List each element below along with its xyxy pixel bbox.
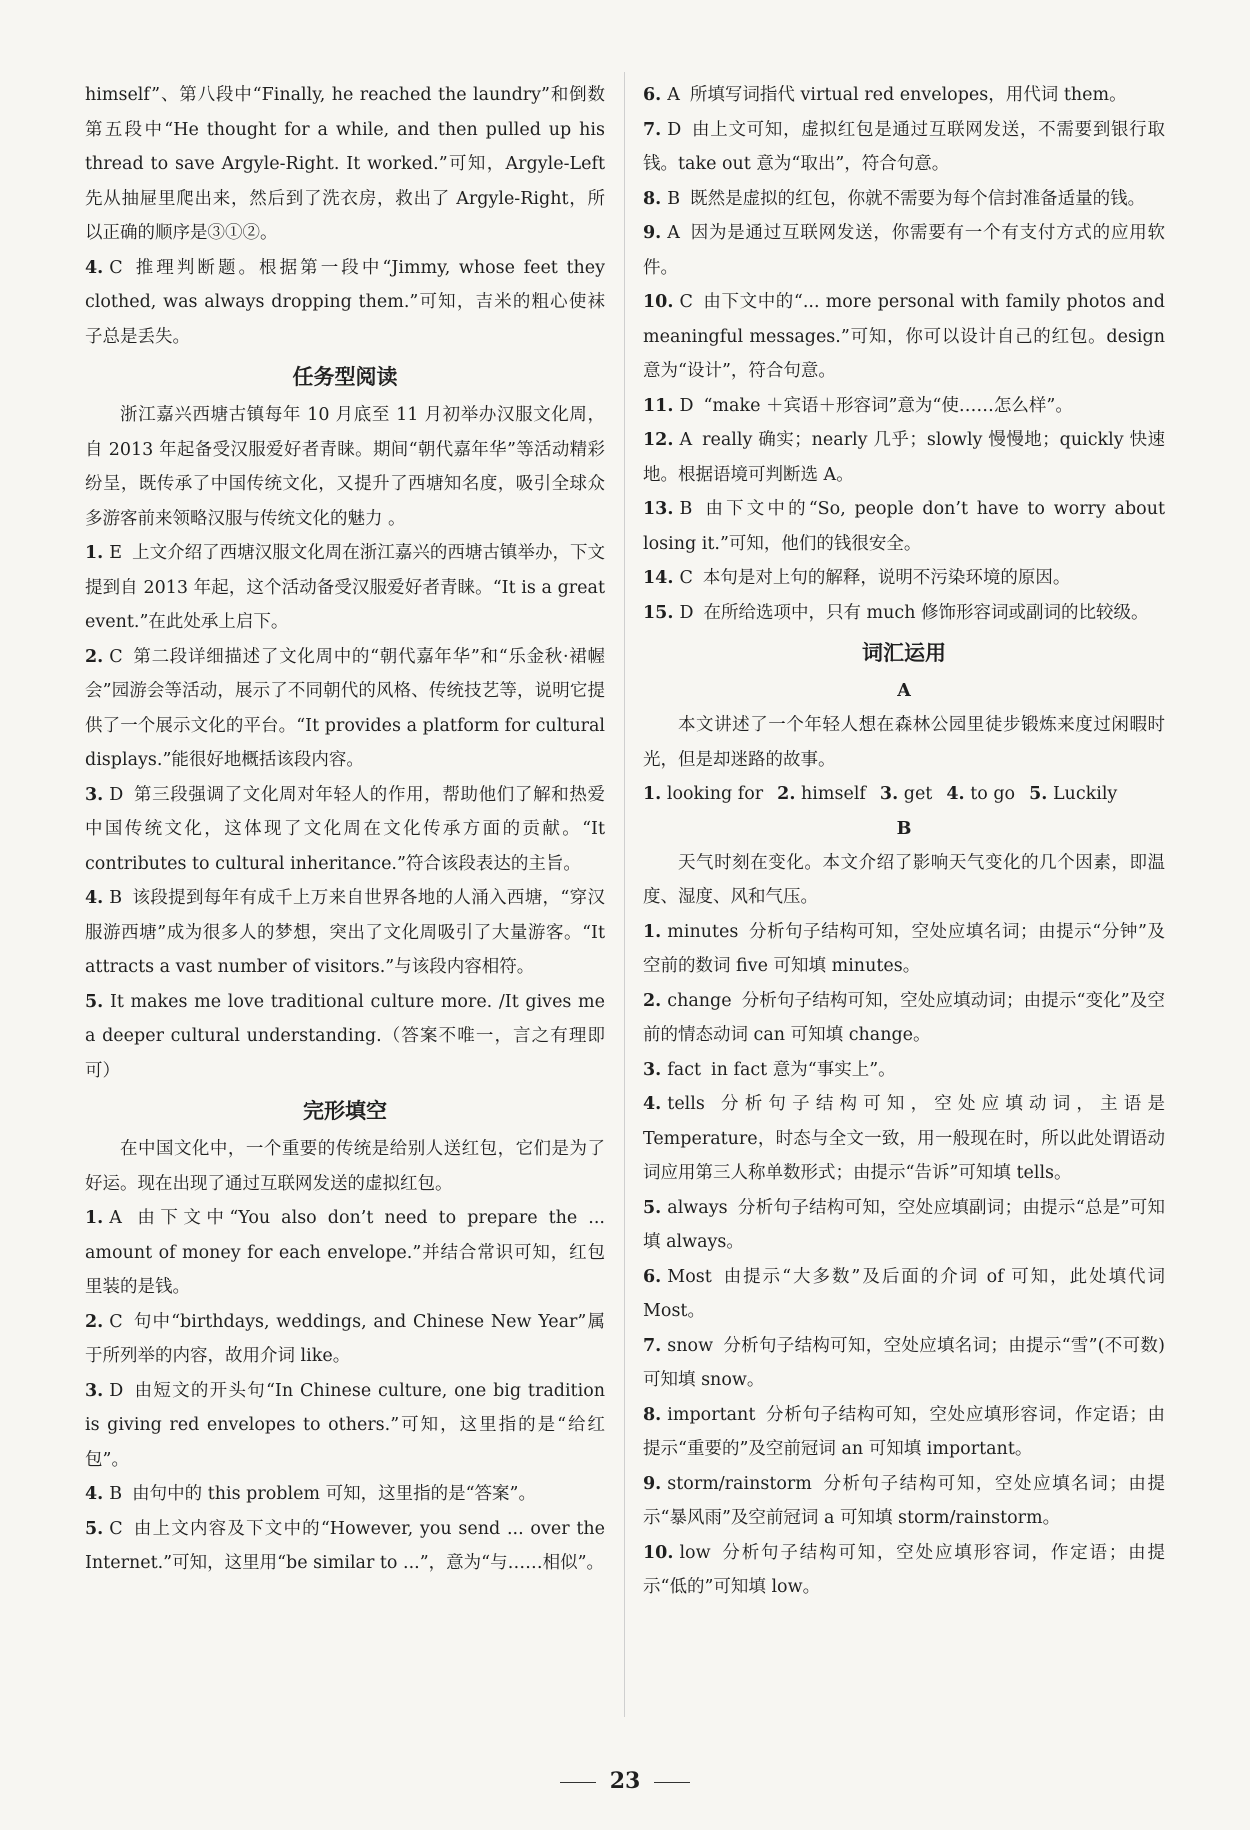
question-number: 5. <box>85 991 104 1012</box>
question-number: 1. <box>643 784 662 804</box>
answer-item <box>643 423 1165 492</box>
list-entry <box>1029 784 1117 804</box>
section-heading: 词汇运用 <box>862 641 946 665</box>
question-number: 2. <box>85 646 104 667</box>
answer-choice: D <box>109 1380 124 1401</box>
answer-choice: A <box>667 85 680 105</box>
explanation-text: 分析句子结构可知，空处应填名词；由提示“暴风雨”及空前冠词 a 可知填 storm/rainstorm。 <box>643 1473 1165 1528</box>
question-number: 6. <box>643 85 662 105</box>
answer-choice: fact <box>667 1059 702 1080</box>
explanation-text: 分析句子结构可知，空处应填副词；由提示“总是”可知填 always。 <box>643 1197 1165 1252</box>
question-number: 4. <box>946 784 965 804</box>
answer-item <box>85 985 605 1089</box>
answer-choice: A <box>679 430 693 450</box>
answer-word: get <box>903 784 933 804</box>
answer-item <box>643 1467 1165 1536</box>
explanation-text: 分析句子结构可知，空处应填动词；由提示“变化”及空前的情态动词 can 可知填 change。 <box>643 990 1165 1045</box>
answer-choice: tells <box>667 1094 705 1114</box>
explanation-text: 分析句子结构可知，空处应填形容词，作定语；由提示“重要的”及空前冠词 an 可知填 important。 <box>643 1404 1165 1459</box>
explanation-text: 所填写词指代 virtual red envelopes，用代词 them。 <box>689 85 1127 105</box>
answer-item <box>85 1305 605 1374</box>
answer-item <box>85 1374 605 1478</box>
answer-item <box>85 778 605 882</box>
question-number: 3. <box>85 1380 104 1401</box>
explanation-text: 第二段详细描述了文化周中的“朝代嘉年华”和“乐金秋·裙幄会”园游会等活动，展示了不同朝代的风格、传统技艺等，说明它提供了一个展示文化的平台。“It provides a platform for cultural displays.”能很好地概括该段内容。 <box>85 646 605 770</box>
answer-item <box>85 1201 605 1305</box>
answer-choice: snow <box>667 1335 714 1356</box>
answer-item <box>85 536 605 640</box>
answer-choice: E <box>109 543 123 563</box>
answer-item <box>85 1512 605 1581</box>
answer-choice: C <box>109 1311 123 1332</box>
explanation-text: 由上文可知，虚拟红包是通过互联网发送，不需要到银行取钱。take out 意为“取出”，符合句意。 <box>643 119 1165 174</box>
answer-choice: storm/rainstorm <box>667 1473 812 1494</box>
explanation-text: It makes me love traditional culture more. /It gives me a deeper cultural understanding.（答案不唯一，言之有理即可） <box>85 991 605 1081</box>
answer-item <box>643 561 1165 596</box>
answer-item <box>643 596 1165 631</box>
answer-item <box>85 640 605 778</box>
section-heading: 完形填空 <box>303 1099 387 1123</box>
answer-word: to go <box>970 784 1016 804</box>
list-entry <box>880 784 932 804</box>
answer-item <box>85 251 605 355</box>
explanation-text: 本句是对上句的解释，说明不污染环境的原因。 <box>702 568 1071 588</box>
answer-choice: low <box>679 1542 711 1563</box>
question-number: 2. <box>777 784 796 804</box>
question-number: 12. <box>643 430 674 450</box>
answer-choice: change <box>667 990 732 1011</box>
answer-item <box>643 216 1165 285</box>
answer-choice: D <box>667 119 682 140</box>
answer-item <box>643 1398 1165 1467</box>
section-heading: 任务型阅读 <box>292 365 398 389</box>
answer-choice: D <box>679 395 694 416</box>
explanation-text: 该段提到每年有成千上万来自世界各地的人涌入西塘，“穿汉服游西塘”成为很多人的梦想，突出了文化周吸引了大量游客。“It attracts a vast number of visitors.”与该段内容相符。 <box>85 888 605 977</box>
question-number: 7. <box>643 1335 662 1356</box>
paragraph: himself”、第八段中“Finally, he reached the laundry”和倒数第五段中“He thought for a while, and then pulled up his thread to save Argyle-Right. It worked.”可知，Argyle-Left 先从抽屉里爬出来，然后到了洗衣房，救出了 Argyle-Right，所以正确的顺序是③①②。 <box>85 85 605 243</box>
answer-item <box>643 492 1165 561</box>
answer-item <box>85 1477 605 1512</box>
explanation-text: 句中“birthdays, weddings, and Chinese New Year”属于所列举的内容，故用介词 like。 <box>85 1311 605 1366</box>
question-number: 7. <box>643 119 662 140</box>
explanation-text: 上文介绍了西塘汉服文化周在浙江嘉兴的西塘古镇举办，下文提到自 2013 年起，这个活动备受汉服爱好者青睐。“It is a great event.”在此处承上启下。 <box>85 543 605 632</box>
answer-word: Luckily <box>1052 784 1118 804</box>
explanation-text: 分析句子结构可知，空处应填形容词，作定语；由提示“低的”可知填 low。 <box>643 1542 1165 1597</box>
explanation-text: 由下文中“You also don’t need to prepare the ... amount of money for each envelope.”并结合常识可知，红包里装的是钱。 <box>85 1208 605 1297</box>
question-number: 4. <box>643 1094 662 1114</box>
right-column <box>643 78 1165 1605</box>
explanation-text: 第三段强调了文化周对年轻人的作用，帮助他们了解和热爱中国传统文化，这体现了文化周在文化传承方面的贡献。“It contributes to cultural inheritance.”符合该段表达的主旨。 <box>85 784 605 874</box>
answer-choice: B <box>109 888 123 908</box>
answer-item <box>643 984 1165 1053</box>
explanation-text: 分析句子结构可知，空处应填名词；由提示“分钟”及空前的数词 five 可知填 minutes。 <box>643 921 1165 976</box>
answer-choice: always <box>667 1197 728 1218</box>
answer-choice: D <box>109 784 124 805</box>
question-number: 1. <box>643 921 662 942</box>
question-number: 3. <box>879 784 899 804</box>
answer-word: looking for <box>666 784 764 804</box>
explanation-text: 因为是通过互联网发送，你需要有一个有支付方式的应用软件。 <box>643 223 1165 278</box>
answer-item <box>643 1260 1165 1329</box>
answer-item <box>643 1536 1165 1605</box>
list-entry <box>946 784 1015 804</box>
answer-item <box>643 78 1165 113</box>
page-number-text: 23 <box>609 1768 641 1794</box>
answer-choice: C <box>679 292 693 312</box>
passage-summary: 浙江嘉兴西塘古镇每年 10 月底至 11 月初举办汉服文化周，自 2013 年起备受汉服爱好者青睐。期间“朝代嘉年华”等活动精彩纷呈，既传承了中国传统文化，又提升了西塘知名度，吸引全球众多游客前来领略汉服与传统文化的魅力 。 <box>85 405 605 529</box>
question-number: 5. <box>85 1518 104 1539</box>
question-number: 14. <box>643 568 674 588</box>
explanation-text: 分析句子结构可知，空处应填动词，主语是 Temperature，时态与全文一致，用一般现在时，所以此处谓语动词应用第三人称单数形式；由提示“告诉”可知填 tells。 <box>643 1094 1165 1183</box>
answer-item <box>643 1053 1165 1088</box>
question-number: 9. <box>643 1473 662 1494</box>
explanation-text: 由短文的开头句“In Chinese culture, one big tradition is giving red envelopes to others.”可知，这里指的是“给红包”。 <box>85 1380 605 1470</box>
answer-choice: D <box>679 602 694 623</box>
answer-choice: A <box>667 223 680 243</box>
explanation-text: 由句中的 this problem 可知，这里指的是“答案”。 <box>132 1484 536 1504</box>
answer-choice: A <box>109 1208 122 1228</box>
explanation-text: 由下文中的“So, people don’t have to worry about losing it.”可知，他们的钱很安全。 <box>643 499 1165 554</box>
answer-word: himself <box>801 784 866 804</box>
answer-item <box>643 113 1165 182</box>
answer-item <box>643 182 1165 217</box>
question-number: 4. <box>85 888 104 908</box>
answer-list <box>643 777 1165 812</box>
question-number: 10. <box>643 1542 674 1563</box>
answer-item <box>643 1329 1165 1398</box>
question-number: 8. <box>643 188 662 209</box>
page-number <box>0 1768 1250 1794</box>
answer-choice: B <box>667 188 681 209</box>
question-number: 1. <box>85 1208 104 1228</box>
left-column <box>85 78 605 1581</box>
answer-item <box>85 881 605 985</box>
answer-choice: B <box>109 1484 123 1504</box>
explanation-text: 在所给选项中，只有 much 修饰形容词或副词的比较级。 <box>703 602 1149 623</box>
explanation-text: “make ＋宾语＋形容词”意为“使……怎么样”。 <box>703 395 1073 416</box>
explanation-text: 由上文内容及下文中的“However, you send ... over the Internet.”可知，这里用“be similar to ...”，意为“与……相似”。 <box>85 1518 605 1573</box>
question-number: 3. <box>85 784 104 805</box>
answer-choice: B <box>679 499 693 519</box>
question-number: 3. <box>643 1059 662 1080</box>
answer-choice: C <box>109 257 123 278</box>
answer-item <box>643 389 1165 424</box>
explanation-text: 分析句子结构可知，空处应填名词；由提示“雪”(不可数)可知填 snow。 <box>643 1335 1165 1390</box>
answer-choice: Most <box>667 1266 712 1287</box>
explanation-text: 由下文中的“... more personal with family photos and meaningful messages.”可知，你可以设计自己的红包。design 意为“设计”，符合句意。 <box>643 292 1165 381</box>
answer-choice: C <box>679 568 693 588</box>
answer-item <box>643 1087 1165 1191</box>
subsection-heading: A <box>897 681 911 701</box>
answer-choice: C <box>109 646 123 667</box>
passage-summary: 本文讲述了一个年轻人想在森林公园里徒步锻炼来度过闲暇时光，但是却迷路的故事。 <box>643 715 1165 770</box>
question-number: 9. <box>643 223 662 243</box>
question-number: 5. <box>1029 784 1048 804</box>
question-number: 11. <box>643 395 674 416</box>
question-number: 6. <box>643 1266 662 1287</box>
passage-summary: 天气时刻在变化。本文介绍了影响天气变化的几个因素，即温度、湿度、风和气压。 <box>643 852 1165 907</box>
passage-summary: 在中国文化中，一个重要的传统是给别人送红包，它们是为了好运。现在出现了通过互联网发送的虚拟红包。 <box>85 1139 605 1194</box>
answer-item <box>643 915 1165 984</box>
question-number: 4. <box>85 257 104 278</box>
question-number: 2. <box>643 990 662 1011</box>
explanation-text: really 确实；nearly 几乎；slowly 慢慢地；quickly 快速地。根据语境可判断选 A。 <box>643 430 1165 485</box>
explanation-text: 由提示“大多数”及后面的介词 of 可知，此处填代词 Most。 <box>643 1266 1165 1321</box>
explanation-text: 既然是虚拟的红包，你就不需要为每个信封准备适量的钱。 <box>690 188 1146 209</box>
explanation-text: in fact 意为“事实上”。 <box>711 1059 896 1080</box>
answer-choice: important <box>667 1404 756 1425</box>
answer-item <box>643 285 1165 389</box>
column-divider <box>624 72 625 1717</box>
list-entry <box>643 784 763 804</box>
question-number: 8. <box>643 1404 662 1425</box>
explanation-text: 推理判断题。根据第一段中“Jimmy, whose feet they clothed, was always dropping them.”可知，吉米的粗心使袜子总是丢失。 <box>85 257 605 347</box>
question-number: 13. <box>643 499 674 519</box>
question-number: 1. <box>85 543 104 563</box>
question-number: 5. <box>643 1197 662 1218</box>
question-number: 4. <box>85 1484 104 1504</box>
answer-choice: minutes <box>667 921 739 942</box>
answer-choice: C <box>109 1518 123 1539</box>
question-number: 15. <box>643 602 674 623</box>
list-entry <box>777 784 866 804</box>
subsection-heading: B <box>896 818 912 839</box>
question-number: 10. <box>643 292 674 312</box>
answer-item <box>643 1191 1165 1260</box>
question-number: 2. <box>85 1311 104 1332</box>
